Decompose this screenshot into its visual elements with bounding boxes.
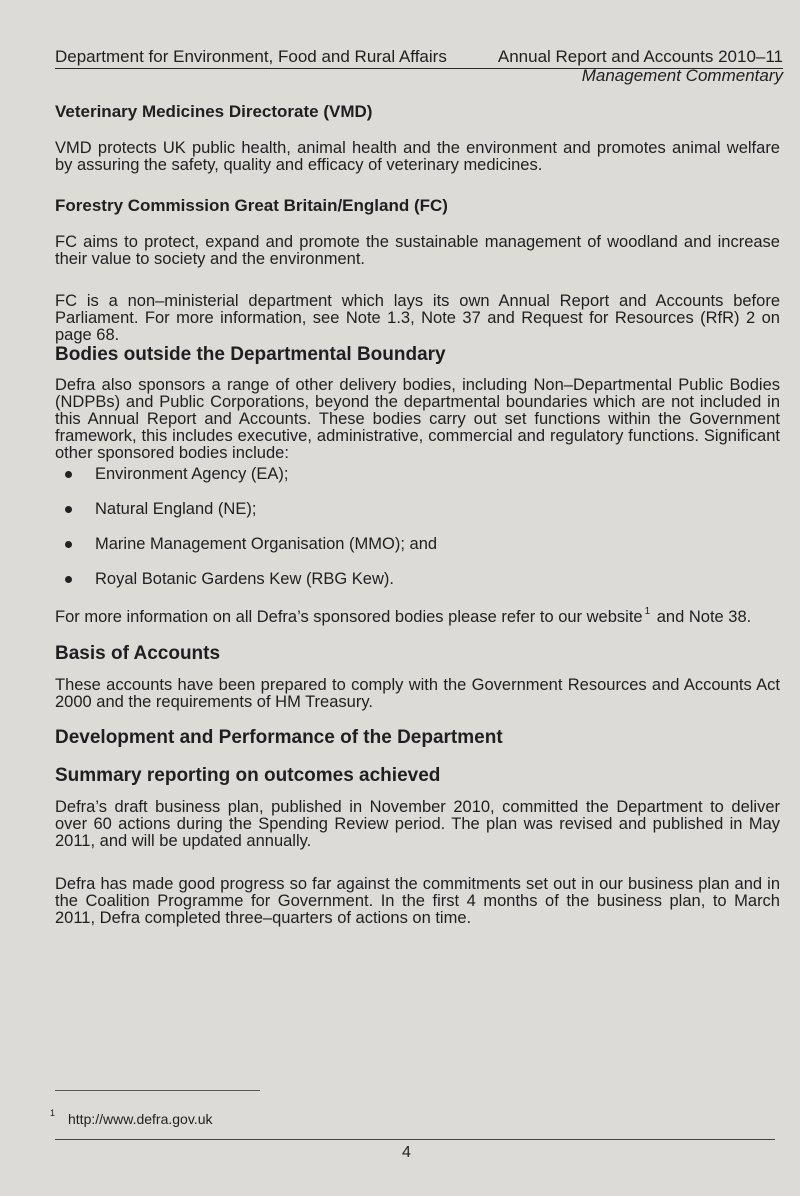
basis-paragraph: These accounts have been prepared to comply with the Government Resources and Accounts Act 2000 and the requirements of HM Treasury. [55,676,780,711]
fc-paragraph-1-block [55,234,780,268]
bullet-icon [65,541,72,548]
footer-divider [55,1139,775,1140]
bodies-heading-block [55,343,780,367]
development-heading-block [55,726,780,750]
sponsored-bodies-list [55,464,755,604]
fc-paragraph-2: FC is a non–ministerial department which lays its own Annual Report and Accounts before Parliament. For more information, see Note 1.3, Note 37 and Request for Resources (RfR) 2 on page 68. [55,292,780,344]
development-heading: Development and Performance of the Department [55,727,503,748]
page-number: 4 [402,1144,411,1161]
more-info-text: For more information on all Defra’s sponsored bodies please refer to our website [55,608,643,626]
list-item-label: Natural England (NE); [95,500,257,518]
fc-heading: Forestry Commission Great Britain/England (FC) [55,196,448,215]
list-item [55,499,755,534]
bullet-icon [65,506,72,513]
list-item-label: Environment Agency (EA); [95,465,289,483]
summary-heading-block [55,764,780,788]
more-info-block [55,606,780,626]
basis-paragraph-block [55,677,780,711]
bodies-paragraph-block [55,377,780,462]
footnote-reference: 1 [644,606,651,617]
fc-heading-block [55,195,780,217]
fc-paragraph-2-block [55,293,780,344]
bodies-paragraph: Defra also sponsors a range of other delivery bodies, including Non–Departmental Public Bodies (NDPBs) and Public Corporations, beyond the departmental boundaries which are not included in this Annual Report and Accounts. These bodies carry out set functions within the Government framework, this includes executive, administrative, commercial and regulatory functions. Significant other sponsored bodies include: [55,376,780,462]
vmd-heading: Veterinary Medicines Directorate (VMD) [55,102,373,121]
bullet-icon [65,576,72,583]
summary-paragraph-2-block [55,876,780,927]
summary-paragraph-1: Defra’s draft business plan, published in November 2010, committed the Department to deliver over 60 actions during the Spending Review period. The plan was revised and published in May 2011, and will be updated annually. [55,798,780,850]
summary-heading: Summary reporting on outcomes achieved [55,765,441,786]
basis-heading-block [55,642,780,666]
more-info-tail: and Note 38. [652,608,752,626]
fc-paragraph-1: FC aims to protect, expand and promote the sustainable management of woodland and increase their value to society and the environment. [55,233,780,268]
list-item [55,534,755,569]
more-info-paragraph [55,606,780,626]
footnote-url: http://www.defra.gov.uk [68,1111,213,1127]
list-item [55,464,755,499]
list-item [55,569,755,604]
vmd-paragraph: VMD protects UK public health, animal health and the environment and promotes animal welfare by assuring the safety, quality and efficacy of veterinary medicines. [55,139,780,174]
bullet-icon [65,471,72,478]
bodies-heading: Bodies outside the Departmental Boundary [55,344,446,365]
footnote-divider [55,1090,260,1091]
basis-heading: Basis of Accounts [55,643,221,664]
vmd-heading-block [55,101,780,123]
list-item-label: Royal Botanic Gardens Kew (RBG Kew). [95,570,394,588]
summary-paragraph-1-block [55,799,780,850]
vmd-paragraph-block [55,140,780,174]
header-section-subtitle: Management Commentary [581,66,783,85]
footnote-marker: 1 [50,1108,56,1118]
summary-paragraph-2: Defra has made good progress so far against the commitments set out in our business plan and in the Coalition Programme for Government. In the first 4 months of the business plan, to March 2011, Defra completed three–quarters of actions on time. [55,875,780,927]
header-department: Department for Environment, Food and Rural Affairs [55,47,447,66]
list-item-label: Marine Management Organisation (MMO); and [95,535,438,553]
header-report-title: Annual Report and Accounts 2010–11 [497,47,783,66]
